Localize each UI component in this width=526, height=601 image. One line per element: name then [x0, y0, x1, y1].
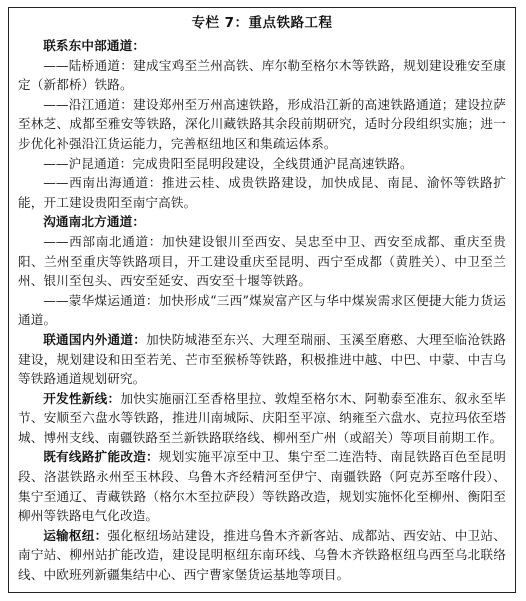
paragraph-development [18, 389, 506, 448]
body-text: 加快防城港至东兴、大理至瑞丽、玉溪至磨憨、大理至临沧铁路建设，规划建设和田至若羌、芒市至猴桥等铁路，积极推进中越、中巴、中蒙、中吉乌等铁路通道规划研究。 [18, 331, 506, 387]
body-text: 加快实施丽江至香格里拉、敦煌至格尔木、阿勒泰至准东、叙永至毕节、安顺至六盘水等铁路，推进川南城际、庆阳至平凉、纳雍至六盘水、克拉玛依至塔城、博州支线、南疆铁路至兰新铁路联络线、柳州至广州（或韶关）等项目前期工作。 [18, 390, 506, 445]
heading-text: 运输枢纽： [43, 527, 108, 543]
paragraph-hubs [18, 526, 506, 585]
body-text: 强化枢纽场站建设，推进乌鲁木齐新客站、成都站、西安站、中卫站、南宁站、柳州站扩能改造，建设昆明枢纽东南环线、乌鲁木齐铁路枢纽乌西至乌北联络线、中欧班列新疆集结中心、西宁曹家堡货运基地等项目。 [18, 527, 506, 583]
heading-text: 联通国内外通道： [43, 331, 147, 347]
paragraph-lu-qiao: ——陆桥通道：建成宝鸡至兰州高铁、库尔勒至格尔木等铁路，规划建设雅安至康定（新都桥）铁路。 [18, 57, 506, 93]
paragraph-hu-kun: ——沪昆通道：完成贵阳至昆明段建设，全线贯通沪昆高速铁路。 [43, 155, 413, 171]
paragraph-xi-nan-chu-hai: ——西南出海通道：推进云桂、成贵铁路建设，加快成昆、南昆、渝怀等铁路扩能，开工建设贵阳至南宁高铁。 [18, 175, 506, 210]
section-heading-east-central-west [18, 36, 506, 56]
column-title: 专栏 7：重点铁路工程 [191, 15, 333, 31]
heading-text: 沟通南北方通道： [43, 214, 146, 230]
heading-text: 开发性新线： [43, 390, 121, 406]
heading-text: 既有线路扩能改造： [43, 449, 159, 465]
heading-text: 联系东中部通道： [43, 38, 146, 53]
paragraph-meng-hua: ——蒙华煤运通道：加快形成“三西”煤炭富产区与华中煤炭需求区便捷大能力货运通道。 [18, 292, 506, 328]
column-box [8, 7, 516, 593]
paragraph-capacity-expansion [18, 447, 506, 525]
paragraph-domestic-foreign [18, 330, 506, 389]
paragraph-xibu-nanbei: ——西部南北通道：加快建设银川至西安、吴忠至中卫、西安至成都、重庆至贵阳、兰州至重庆等铁路项目，开工建设重庆至昆明、西宁至成都（黄胜关）、中卫至兰州、银川至包头、西安至延安、西安至十堰等铁路。 [18, 233, 506, 289]
section-heading-south-north [18, 212, 506, 232]
body-text: 规划实施平凉至中卫、集宁至二连浩特、南昆铁路百色至昆明段、洛湛铁路永州至玉林段、乌鲁木齐经精河至伊宁、南疆铁路（阿克苏至喀什段）、集宁至通辽、青藏铁路（格尔木至拉萨段）等铁路改造，规划实施怀化至柳州、衡阳至柳州等铁路电气化改造。 [18, 449, 506, 524]
paragraph-yan-jiang: ——沿江通道：建设郑州至万州高速铁路，形成沿江新的高速铁路通道；建设拉萨至林芝、成都至雅安等铁路，深化川藏铁路其余段前期研究，适时分段组织实施；进一步优化补强沿江货运能力，完善枢纽地区和集疏运体系。 [18, 96, 506, 151]
